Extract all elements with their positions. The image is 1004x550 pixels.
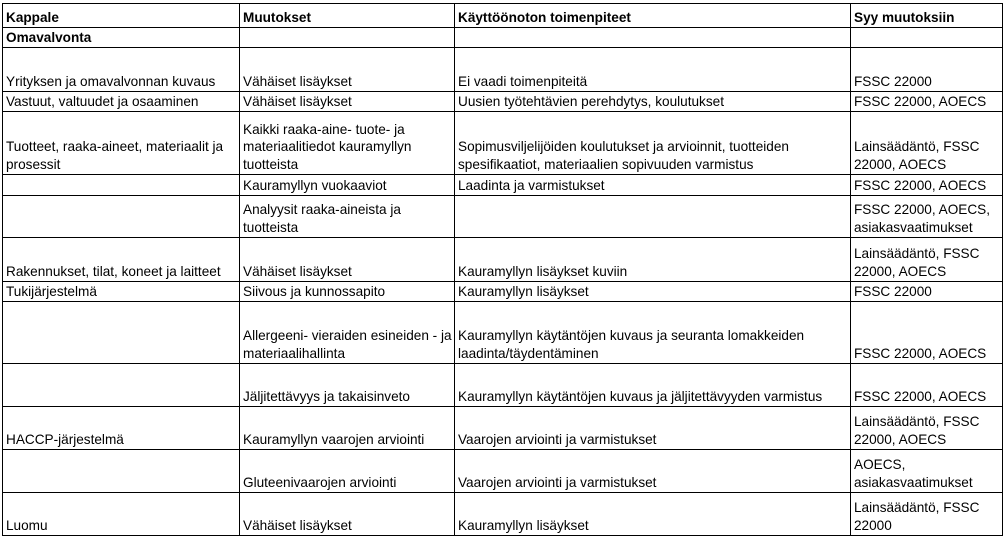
header-kappale[interactable]: Kappale [3, 4, 240, 28]
muutokset-cell[interactable]: Analyysit raaka-aineista ja tuotteista [240, 195, 455, 237]
syy-cell[interactable]: AOECS, asiakasvaatimukset [851, 449, 1003, 492]
syy-cell[interactable]: Lainsäädäntö, FSSC 22000 [851, 492, 1003, 535]
toimenpiteet-cell[interactable]: Laadinta ja varmistukset [455, 174, 851, 195]
toimenpiteet-cell[interactable] [455, 195, 851, 237]
muutokset-cell[interactable]: Kauramyllyn vaarojen arviointi [240, 406, 455, 449]
table-row [3, 92, 1003, 112]
table-row [3, 195, 1003, 237]
kappale-cell[interactable]: Tukijärjestelmä [3, 281, 240, 301]
table-row [3, 406, 1003, 449]
kappale-cell[interactable] [3, 363, 240, 406]
table-row [3, 174, 1003, 195]
toimenpiteet-cell[interactable]: Kauramyllyn käytäntöjen kuvaus ja jäljitettävyyden varmistus [455, 363, 851, 406]
header-toimenpiteet[interactable]: Käyttöönoton toimenpiteet [455, 4, 851, 28]
table-row [3, 301, 1003, 363]
muutokset-cell[interactable]: Kaikki raaka-aine- tuote- ja materiaalitiedot kauramyllyn tuotteista [240, 111, 455, 174]
toimenpiteet-cell[interactable]: Ei vaadi toimenpiteitä [455, 48, 851, 92]
muutokset-cell[interactable]: Jäljitettävyys ja takaisinveto [240, 363, 455, 406]
table-row [3, 281, 1003, 301]
table-row [3, 237, 1003, 281]
table-row [3, 492, 1003, 535]
section-row [3, 28, 1003, 48]
toimenpiteet-cell[interactable]: Kauramyllyn lisäykset [455, 492, 851, 535]
header-muutokset[interactable]: Muutokset [240, 4, 455, 28]
table-row [3, 449, 1003, 492]
kappale-cell[interactable]: Tuotteet, raaka-aineet, materiaalit ja prosessit [3, 111, 240, 174]
table-row [3, 111, 1003, 174]
kappale-cell[interactable]: Rakennukset, tilat, koneet ja laitteet [3, 237, 240, 281]
kappale-cell[interactable] [3, 449, 240, 492]
kappale-cell[interactable]: Vastuut, valtuudet ja osaaminen [3, 92, 240, 112]
kappale-cell[interactable]: Yrityksen ja omavalvonnan kuvaus [3, 48, 240, 92]
muutokset-cell[interactable]: Vähäiset lisäykset [240, 492, 455, 535]
muutokset-cell[interactable]: Siivous ja kunnossapito [240, 281, 455, 301]
changes-table [2, 3, 1003, 536]
kappale-cell[interactable]: Luomu [3, 492, 240, 535]
toimenpiteet-cell[interactable]: Uusien työtehtävien perehdytys, koulutukset [455, 92, 851, 112]
toimenpiteet-cell[interactable]: Sopimusviljelijöiden koulutukset ja arvioinnit, tuotteiden spesifikaatiot, materiaalien sopivuuden varmistus [455, 111, 851, 174]
syy-cell[interactable]: FSSC 22000 [851, 281, 1003, 301]
toimenpiteet-cell[interactable]: Kauramyllyn käytäntöjen kuvaus ja seuranta lomakkeiden laadinta/täydentäminen [455, 301, 851, 363]
kappale-cell[interactable] [3, 195, 240, 237]
toimenpiteet-cell[interactable]: Vaarojen arviointi ja varmistukset [455, 449, 851, 492]
syy-cell[interactable]: FSSC 22000, AOECS [851, 92, 1003, 112]
table-cell[interactable] [851, 28, 1003, 48]
muutokset-cell[interactable]: Vähäiset lisäykset [240, 48, 455, 92]
toimenpiteet-cell[interactable]: Kauramyllyn lisäykset [455, 281, 851, 301]
muutokset-cell[interactable]: Allergeeni- vieraiden esineiden - ja materiaalihallinta [240, 301, 455, 363]
muutokset-cell[interactable]: Vähäiset lisäykset [240, 92, 455, 112]
kappale-cell[interactable] [3, 174, 240, 195]
syy-cell[interactable]: FSSC 22000, AOECS [851, 301, 1003, 363]
toimenpiteet-cell[interactable]: Vaarojen arviointi ja varmistukset [455, 406, 851, 449]
syy-cell[interactable]: FSSC 22000 [851, 48, 1003, 92]
syy-cell[interactable]: Lainsäädäntö, FSSC 22000, AOECS [851, 237, 1003, 281]
section-title-cell[interactable]: Omavalvonta [3, 28, 240, 48]
table-cell[interactable] [455, 28, 851, 48]
header-syy[interactable]: Syy muutoksiin [851, 4, 1003, 28]
table-cell[interactable] [240, 28, 455, 48]
muutokset-cell[interactable]: Vähäiset lisäykset [240, 237, 455, 281]
toimenpiteet-cell[interactable]: Kauramyllyn lisäykset kuviin [455, 237, 851, 281]
table-row [3, 363, 1003, 406]
syy-cell[interactable]: FSSC 22000, AOECS [851, 363, 1003, 406]
syy-cell[interactable]: FSSC 22000, AOECS [851, 174, 1003, 195]
syy-cell[interactable]: Lainsäädäntö, FSSC 22000, AOECS [851, 406, 1003, 449]
kappale-cell[interactable]: HACCP-järjestelmä [3, 406, 240, 449]
header-row [3, 4, 1003, 28]
muutokset-cell[interactable]: Gluteenivaarojen arviointi [240, 449, 455, 492]
syy-cell[interactable]: Lainsäädäntö, FSSC 22000, AOECS [851, 111, 1003, 174]
kappale-cell[interactable] [3, 301, 240, 363]
table-row [3, 48, 1003, 92]
muutokset-cell[interactable]: Kauramyllyn vuokaaviot [240, 174, 455, 195]
syy-cell[interactable]: FSSC 22000, AOECS, asiakasvaatimukset [851, 195, 1003, 237]
